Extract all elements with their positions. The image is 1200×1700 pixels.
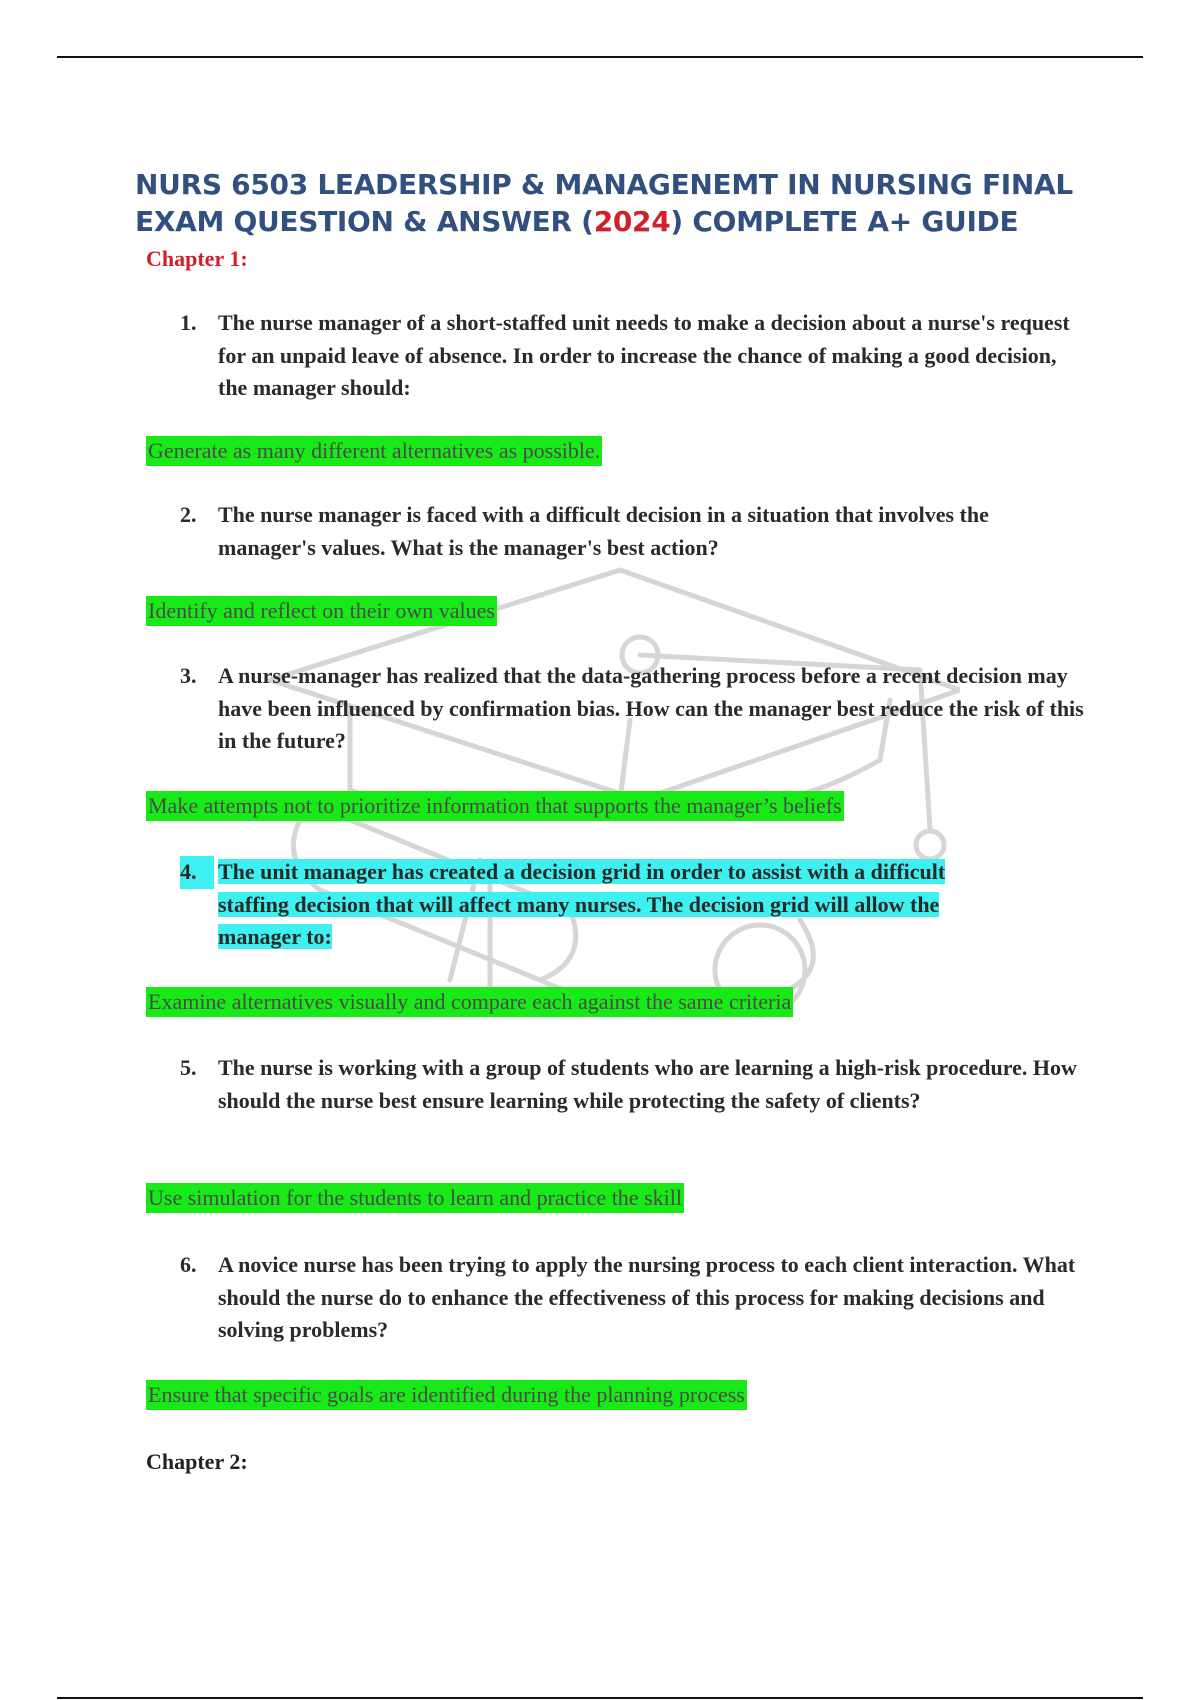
question-number: 1. [180,310,197,335]
title-year: 2024 [593,205,671,238]
question-text: The unit manager has created a decision grid in order to assist with a difficult staffing decision that will affect many nurses. The decision grid will allow the manager to: [218,859,946,949]
question-1 [180,307,1085,405]
title-part-2: ) COMPLETE A+ GUIDE [670,205,1019,238]
question-number: 3. [180,663,197,688]
question-4 [180,856,1020,954]
question-text: A novice nurse has been trying to apply the nursing process to each client interaction. What should the nurse do to enhance the effectiveness of this process for making decisions and solving problems? [218,1252,1076,1342]
answer-5: Use simulation for the students to learn and practice the skill [146,1183,684,1213]
question-3 [180,660,1085,758]
question-text: The nurse is working with a group of students who are learning a high-risk procedure. How should the nurse best ensure learning while protecting the safety of clients? [218,1055,1077,1113]
question-number: 2. [180,502,197,527]
top-rule [57,56,1143,58]
question-6 [180,1249,1085,1347]
title-part-1: NURS 6503 LEADERSHIP & MANAGENEMT IN NURSING FINAL EXAM QUESTION & ANSWER ( [135,168,1073,238]
question-number: 6. [180,1252,197,1277]
question-text: A nurse-manager has realized that the data-gathering process before a recent decision may have been influenced by confirmation bias. How can the manager best reduce the risk of this in the future? [218,663,1084,753]
chapter-2-heading: Chapter 2: [146,1449,248,1474]
answer-3: Make attempts not to prioritize information that supports the manager’s beliefs [146,791,844,821]
question-number: 4. [180,856,214,889]
question-5 [180,1052,1085,1117]
answer-2: Identify and reflect on their own values [146,596,497,626]
question-text: The nurse manager is faced with a difficult decision in a situation that involves the manager's values. What is the manager's best action? [218,502,989,560]
question-number: 5. [180,1055,197,1080]
answer-1: Generate as many different alternatives as possible. [146,436,602,466]
question-text: The nurse manager of a short-staffed unit needs to make a decision about a nurse's request for an unpaid leave of absence. In order to increase the chance of making a good decision, the manager should: [218,310,1070,400]
chapter-1-heading: Chapter 1: [146,246,248,271]
answer-4: Examine alternatives visually and compare each against the same criteria [146,987,793,1017]
document-title [135,166,1095,240]
bottom-rule [57,1697,1143,1699]
answer-6: Ensure that specific goals are identified during the planning process [146,1380,747,1410]
question-2 [180,499,1085,564]
